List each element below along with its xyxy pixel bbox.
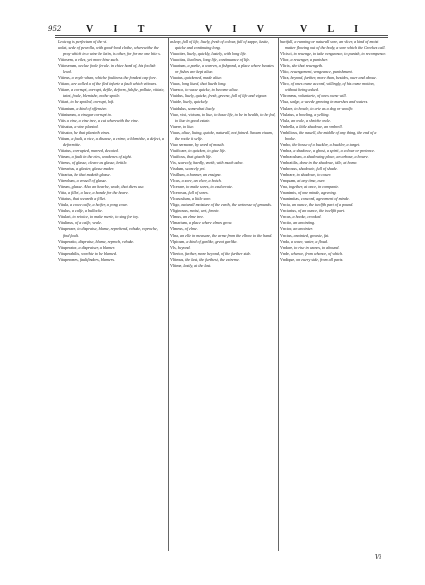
- entry-gloss: of one minde, agreeing.: [297, 190, 337, 196]
- entry-headword: Vncus,: [280, 214, 293, 220]
- entry-gloss: moist, wet, fennie.: [189, 208, 220, 214]
- entry-gloss: a viles, yet more bine such.: [74, 57, 120, 63]
- dictionary-entry: [170, 263, 277, 269]
- entry-gloss: oeclae foole ferule. in chiee hard of, his foolish lewd.: [63, 63, 156, 75]
- entry-gloss: a vinegar corrupt to.: [77, 111, 112, 117]
- entry-headword: Vmbella,: [280, 123, 297, 129]
- entry-headword: Vltime,: [170, 262, 184, 268]
- entry-headword: Vitreolum,: [58, 178, 77, 184]
- entry-gloss: done in the shadowe, idle, at home.: [299, 159, 358, 165]
- entry-gloss: a howling, a yelling.: [295, 111, 330, 117]
- entry-gloss: scarcely, hardly, vneth, with much adoe.: [177, 159, 244, 165]
- entry-headword: Vituperator,: [58, 244, 79, 250]
- entry-headword: Viuax,: [170, 81, 182, 87]
- entry-gloss: the bosse of a buckler, a buckler, a target.: [292, 141, 361, 147]
- entry-gloss: beyond, further, more than, besides, ouer and aboue.: [290, 75, 377, 81]
- entry-gloss: liuely, quicke, fresh, greene, full of life and vigour.: [184, 93, 267, 99]
- entry-gloss: asleep, full of life, liuely, fresh of colour, full of sappe, lustie, quicke and continuing long.: [170, 39, 270, 51]
- entry-headword: Vitulari,: [58, 214, 73, 220]
- entry-gloss: a vessell of glasse.: [76, 178, 108, 184]
- entry-headword: Viuaciter,: [170, 51, 187, 57]
- entry-gloss: voluntarie, of ones owne will.: [298, 93, 347, 99]
- entry-headword: Vnctor,: [280, 226, 294, 232]
- dictionary-entry: [280, 81, 387, 93]
- entry-headword: Viuidus,: [170, 93, 185, 99]
- entry-gloss: an anointer.: [293, 226, 313, 232]
- entry-gloss: to reuenge, to take vengeance, to punish, to recompence.: [293, 51, 387, 57]
- entry-gloss: quickened, made aliue.: [184, 75, 223, 81]
- entry-headword: Vlcerosus,: [170, 190, 189, 196]
- entry-headword: Vitiari,: [58, 99, 71, 105]
- entry-gloss: a wave, water, a floud.: [290, 238, 328, 244]
- entry-headword: Vitreus,: [58, 159, 72, 165]
- entry-headword: Vituperabilis,: [58, 250, 82, 256]
- header-rule-lower: [55, 37, 388, 38]
- entry-gloss: to be spoiled, corrupt, loft.: [70, 99, 115, 105]
- entry-gloss: faultfinders, blamers.: [79, 256, 115, 262]
- entry-headword: Vna,: [280, 184, 289, 190]
- entry-gloss: long liued, that liueth long.: [181, 81, 227, 87]
- header-rule: [55, 35, 388, 36]
- entry-headword: Vlula,: [280, 117, 292, 123]
- entry-gloss: Lexicog is perfectum of the vi.: [58, 39, 108, 44]
- entry-gloss: a kind of offensive.: [76, 105, 108, 111]
- entry-headword: Vltroneus,: [280, 93, 299, 99]
- entry-gloss: a place where elmes grow.: [188, 220, 233, 226]
- entry-headword: Vlcusculum,: [170, 196, 192, 202]
- dictionary-entry: [280, 39, 387, 51]
- page-number: 952: [48, 25, 62, 33]
- entry-gloss: uolat, sede of pewolla, with good-lood clothe, wherewithe the pray which in a wine be latin, is other, for for me one bite s.: [58, 45, 161, 57]
- entry-headword: Vitioserum,: [58, 63, 79, 69]
- entry-headword: Vitium,: [58, 135, 72, 141]
- entry-gloss: dispraise, blame, reproch, rebuke.: [78, 238, 135, 244]
- entry-headword: Vlpicum,: [170, 238, 187, 244]
- entry-headword: Viuus,: [170, 129, 182, 135]
- entry-headword: Vitta,: [58, 190, 68, 196]
- entry-headword: Vmquam,: [280, 178, 298, 184]
- entry-headword: Vndique,: [280, 256, 297, 262]
- entry-headword: Vltro,: [280, 81, 291, 87]
- entry-headword: Vixdum,: [170, 165, 186, 171]
- entry-gloss: to rise in wanes, to abound.: [294, 244, 340, 250]
- entry-headword: Vlcerare,: [170, 184, 187, 190]
- entry-headword: Vmbo,: [280, 141, 293, 147]
- entry-gloss: a sore, an vlcer, a botch.: [181, 178, 222, 184]
- entry-gloss: of an ounce, the twelfth part.: [297, 208, 346, 214]
- entry-headword: Vlmus,: [170, 214, 183, 220]
- entry-gloss: further, more beyond, of the further side.: [184, 250, 252, 256]
- entry-headword: Vnciarius,: [280, 208, 298, 214]
- entry-headword: Vitieus,: [58, 75, 72, 81]
- entry-gloss: to dispraise, blame, reprehend, rebuke, reproche, find fault.: [63, 226, 158, 238]
- entry-gloss: somewhat liuely.: [187, 105, 216, 111]
- entry-gloss: to liue.: [182, 123, 195, 129]
- entry-headword: Vmbrare,: [280, 172, 297, 178]
- entry-gloss: liuely, quickly, lustely, with long life.: [186, 51, 247, 57]
- running-head-middle: V I V: [205, 24, 273, 35]
- entry-headword: Vlcisci,: [280, 51, 294, 57]
- dictionary-entry: [280, 257, 387, 263]
- entry-gloss: to shadowe, to couer.: [296, 172, 332, 178]
- dictionary-entry: [58, 87, 165, 99]
- entry-headword: Viuere,: [170, 123, 183, 129]
- entry-gloss: an elme tree.: [182, 214, 205, 220]
- column-left: [58, 39, 165, 554]
- entry-headword: Vmbra,: [280, 147, 294, 153]
- entry-headword: Vitiare,: [58, 87, 72, 93]
- entry-headword: Vitisatus,: [58, 123, 75, 129]
- entry-headword: Vlmarium,: [170, 220, 189, 226]
- entry-gloss: of glasse, cleare as glasse, brittle.: [71, 159, 128, 165]
- entry-gloss: an ounce, the twelfth part of a pound.: [291, 202, 354, 208]
- dictionary-entry: [170, 130, 277, 142]
- entry-headword: Vmbratilis,: [280, 159, 300, 165]
- entry-headword: Vitianium,: [58, 105, 77, 111]
- entry-headword: Vliginosus,: [170, 208, 190, 214]
- entry-gloss: aliue, liuing, quicke, naturall, not fained. Saxum viuum, the rocke it selfe.: [175, 129, 273, 141]
- running-head-left: V I T: [86, 24, 154, 35]
- entry-headword: Vitiatus,: [58, 147, 73, 153]
- entry-headword: Vlcus,: [170, 178, 182, 184]
- column-divider: [278, 38, 279, 551]
- entry-headword: Vmbrosus,: [280, 165, 299, 171]
- dictionary-entry: [58, 45, 165, 57]
- entry-headword: Vitrearius,: [58, 165, 77, 171]
- entry-gloss: an owle, a shriche owle.: [291, 117, 331, 123]
- entry-gloss: a shadowing place, an arbour, a bowre.: [303, 153, 369, 159]
- entry-gloss: sedge, a weede growing in marshes and waters.: [290, 99, 369, 105]
- entry-gloss: a glasier, glasse maker.: [76, 165, 115, 171]
- entry-headword: Vitiaro,: [58, 81, 72, 87]
- entry-gloss: of ones owne accord, willingly, of his owne motion, without being asked.: [285, 81, 375, 93]
- entry-headword: Vituperatio,: [58, 238, 79, 244]
- entry-gloss: are called a of the fled infurie a fault which vitiours.: [71, 81, 158, 87]
- entry-headword: Vitula,: [58, 202, 71, 208]
- entry-headword: Vltor,: [280, 57, 291, 63]
- entry-headword: Vligo,: [170, 202, 182, 208]
- entry-gloss: naturall moisture of the earth, the wetnesse of grounds.: [181, 202, 272, 208]
- entry-gloss: a fillet, a lace, a bande for the heare.: [68, 190, 129, 196]
- entry-headword: Viuide,: [170, 99, 183, 105]
- entry-headword: Vnanimis,: [280, 190, 298, 196]
- entry-headword: Vnda,: [280, 238, 291, 244]
- entry-headword: Vittatus,: [58, 196, 73, 202]
- entry-headword: Vitiniumm,: [58, 111, 78, 117]
- entry-gloss: a little sore.: [191, 196, 212, 202]
- entry-gloss: that weareth a fillet.: [72, 196, 106, 202]
- entry-gloss: at any time, euer.: [297, 178, 326, 184]
- entry-gloss: a kind of garlike, great garlike.: [186, 238, 238, 244]
- entry-headword: Viuidulus,: [170, 105, 188, 111]
- entry-gloss: a hooke, crooked.: [292, 214, 322, 220]
- entry-headword: Vlulare,: [280, 105, 295, 111]
- entry-headword: Vitrarius,: [58, 172, 75, 178]
- entry-headword: Vltra,: [280, 75, 291, 81]
- entry-gloss: a reuenger, a punisher.: [290, 57, 328, 63]
- entry-headword: Vndare,: [280, 244, 295, 250]
- entry-headword: Viuificare,: [170, 147, 189, 153]
- entry-gloss: a dispraiser, a blamer.: [78, 244, 116, 250]
- dictionary-entry: [58, 226, 165, 238]
- entry-headword: Vitrum,: [58, 153, 72, 159]
- entry-gloss: whence, from whence, of which.: [290, 250, 344, 256]
- entry-gloss: to waxe quicke, to become aliue.: [185, 87, 239, 93]
- entry-headword: Viuo, vixi, victum,: [170, 111, 202, 117]
- entry-gloss: to liue, to haue life, to be in health, to be fed, to liue in good estate.: [175, 111, 276, 123]
- entry-headword: Vnctus,: [280, 232, 294, 238]
- column-middle: [170, 39, 277, 554]
- dictionary-entry: [58, 136, 165, 148]
- entry-headword: Viuo sermone,: [170, 141, 195, 147]
- entry-gloss: liuelines, long life, continuance of life.: [187, 57, 251, 63]
- entry-headword: Vixillum,: [170, 172, 187, 178]
- entry-headword: Vitiosem,: [58, 57, 75, 63]
- dictionary-entry: [280, 130, 387, 142]
- entry-headword: Vmbraculum,: [280, 153, 304, 159]
- entry-gloss: a fault in the eies, weakenes of sight.: [71, 153, 132, 159]
- entry-headword: Vltio,: [280, 69, 291, 75]
- entry-headword: Vnctio,: [280, 220, 294, 226]
- entry-headword: Vitisator,: [58, 129, 74, 135]
- catchword: Vi: [375, 554, 382, 561]
- entry-gloss: a shadowe, a ghost, a spirit, a colour or pretence.: [293, 147, 376, 153]
- dictionary-entry: [170, 39, 277, 51]
- entry-headword: Vlulatus,: [280, 111, 296, 117]
- entry-headword: Vlterior,: [170, 250, 185, 256]
- entry-gloss: a vine planted.: [74, 123, 99, 129]
- entry-gloss: worthie to be blamed.: [81, 250, 117, 256]
- entry-gloss: together, at once, in companie.: [288, 184, 340, 190]
- entry-gloss: an elle in measure, the arme from the elbow to the hand.: [180, 232, 273, 238]
- entry-gloss: shadowie, full of shade.: [298, 165, 338, 171]
- entry-headword: Vltimus,: [170, 256, 186, 262]
- entry-gloss: liuely, quickely.: [182, 99, 209, 105]
- entry-gloss: of a calfe, veale.: [75, 220, 102, 226]
- entry-headword: Vitulus,: [58, 208, 72, 214]
- dictionary-entry: [170, 63, 277, 75]
- entry-headword: Vlmeus,: [170, 226, 185, 232]
- dictionary-entry: [58, 63, 165, 75]
- entry-headword: Vnde,: [280, 250, 291, 256]
- entry-gloss: on euery side, from all parts.: [296, 256, 344, 262]
- entry-gloss: a calfe, a bullocke.: [71, 208, 103, 214]
- entry-gloss: beyond.: [177, 244, 191, 250]
- entry-gloss: a corrupt, corrupt, defile, deform, falsfie, pollute, vitiate, taint, foule, blemishe, nothe spoile.: [63, 87, 165, 99]
- entry-gloss: a little shadowe, an vmbrell.: [296, 123, 343, 129]
- entry-gloss: reuengement, vengeance, punishment.: [290, 69, 353, 75]
- entry-gloss: by word of mouth.: [194, 141, 225, 147]
- entry-gloss: to reioice, to make merie, to sing for ioy.: [72, 214, 139, 220]
- entry-gloss: he that maketh glasse.: [74, 172, 111, 178]
- entry-gloss: of elme.: [184, 226, 198, 232]
- entry-gloss: a fault, a vice, a disease, a crime, a blemishe, a defect, a deformitie.: [63, 135, 164, 147]
- entry-headword: Vituperones,: [58, 256, 80, 262]
- entry-gloss: a cowe calfe, a heifer, a yong cowe.: [70, 202, 129, 208]
- entry-gloss: the last, the furthest, the extreme.: [185, 256, 240, 262]
- entry-gloss: anointed, greasie, fat.: [293, 232, 330, 238]
- entry-headword: Vltrix,: [280, 63, 292, 69]
- entry-gloss: to howle, to crie as a dog or woolfe.: [294, 105, 354, 111]
- running-head-right: V L I: [300, 24, 368, 35]
- entry-gloss: hurtfull, a running or naturall sore, an vlcer, a kind of moist matter flowing out of the body, a sore which the Greekes call.: [280, 39, 386, 51]
- entry-headword: Vitis: [58, 117, 67, 123]
- entry-gloss: she that reuengeth.: [291, 63, 323, 69]
- entry-gloss: that giueth life.: [187, 153, 212, 159]
- entry-gloss: to quicken, to giue life.: [188, 147, 226, 153]
- entry-gloss: concord, agreement of minde.: [300, 196, 350, 202]
- column-right: [280, 39, 387, 554]
- entry-headword: Vituperare,: [58, 226, 78, 232]
- entry-gloss: the nauell, the middle of any thing, the end of a booke.: [285, 129, 377, 141]
- entry-gloss: scarcely yet.: [185, 165, 206, 171]
- entry-headword: Viuatus,: [170, 75, 185, 81]
- entry-headword: Vix,: [170, 159, 178, 165]
- entry-headword: Vitrum,: [58, 184, 72, 190]
- column-divider: [168, 38, 169, 551]
- entry-headword: Viuarium,: [170, 63, 188, 69]
- entry-headword: Vls,: [170, 244, 178, 250]
- entry-headword: Viuificus,: [170, 153, 188, 159]
- entry-gloss: full of sores.: [188, 190, 209, 196]
- entry-gloss: a parke, a warren, a fishpond, a place where beastes or fishes are kept aliue.: [175, 63, 274, 75]
- entry-headword: Viuesco,: [170, 87, 186, 93]
- entry-headword: Vmbilicus,: [280, 129, 300, 135]
- entry-gloss: corrupted, marred, decaied.: [72, 147, 119, 153]
- entry-gloss: a banner, an ensigne.: [186, 172, 222, 178]
- entry-headword: Vitulinus,: [58, 220, 76, 226]
- entry-gloss: to make sores, to exulcerate.: [186, 184, 233, 190]
- entry-headword: Vncia,: [280, 202, 292, 208]
- dictionary-entry: [58, 257, 165, 263]
- entry-gloss: lastly, at the last.: [183, 262, 212, 268]
- entry-gloss: an anointing.: [293, 220, 316, 226]
- entry-gloss: a voyle whan, whiche fouliness the fondest cap fore.: [71, 75, 157, 81]
- entry-gloss: glasse. Also an hearbe, wode, that diers use.: [71, 184, 145, 190]
- entry-gloss: he that planteth vines.: [73, 129, 111, 135]
- entry-headword: Vlna,: [170, 232, 181, 238]
- entry-headword: Vlua,: [280, 99, 291, 105]
- entry-headword: Viuacitas,: [170, 57, 188, 63]
- entry-gloss: a vine, a vine tree, a cut wherewith the vine.: [66, 117, 139, 123]
- dictionary-entry: [170, 112, 277, 124]
- entry-headword: Vnanimitas,: [280, 196, 301, 202]
